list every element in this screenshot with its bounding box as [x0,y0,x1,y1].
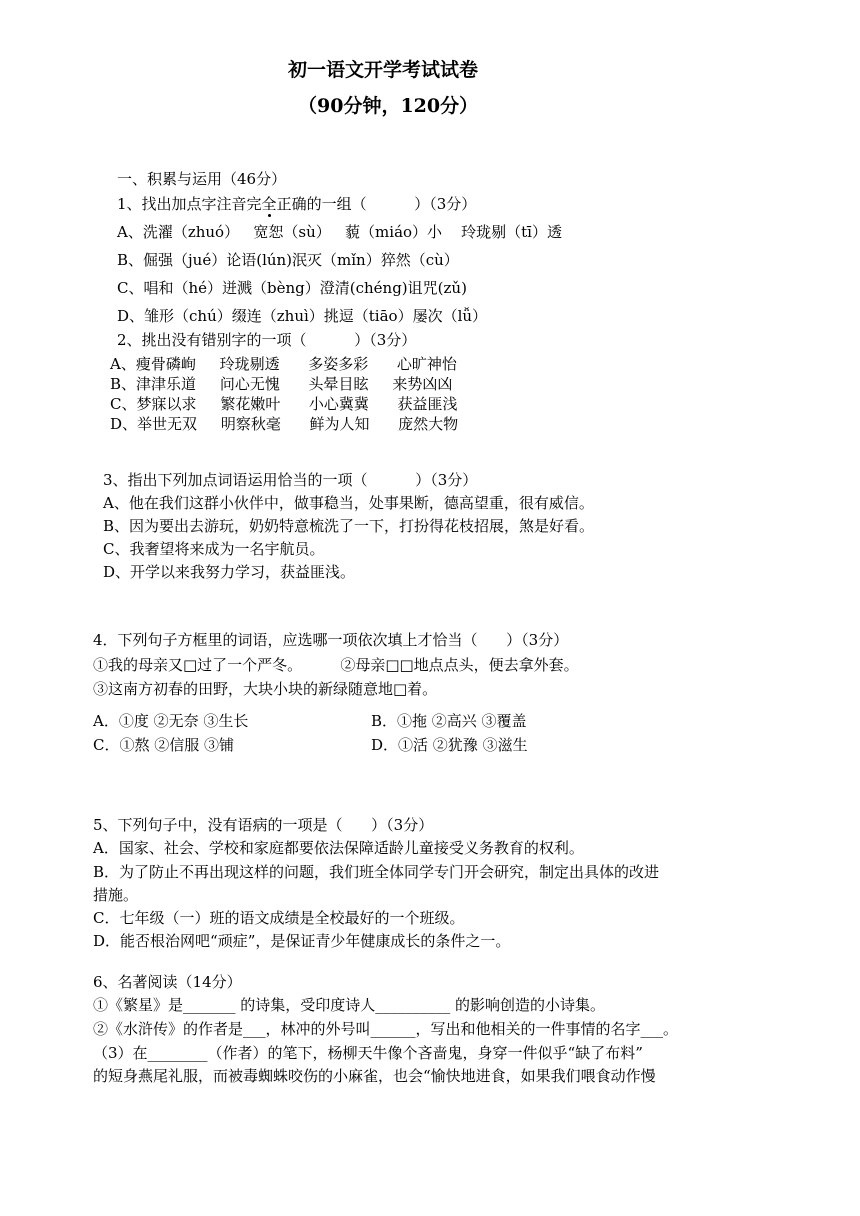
question-2-option-c: C、梦寐以求 繁花嫩叶 小心冀冀 获益匪浅 [110,395,458,413]
question-1-stem-b: 正确的一组（ ）（3分） [276,195,477,213]
question-6-stem: 6、名著阅读（14分） [93,973,242,991]
question-2-stem: 2、挑出没有错别字的一项（ ）（3分） [117,331,417,349]
question-4-option-c: C．①熬 ②信服 ③铺 [93,736,235,754]
emphasized-char: 全 [261,195,277,213]
question-2-option-a: A、瘦骨磷峋 玲珑剔透 多姿多彩 心旷神怡 [110,355,457,373]
exam-title: 初一语文开学考试试卷 [288,59,479,81]
question-4-option-a: A．①度 ②无奈 ③生长 [93,712,249,730]
question-1-stem-a: 1、找出加点字注音完 [117,195,262,213]
question-4-sentence-2: ③这南方初春的田野，大块小块的新绿随意地□着。 [93,680,438,698]
exam-subtitle: （90分钟，120分） [298,95,479,117]
question-1-option-c: C、唱和（hé）迸溅（bèng）澄清(chéng)诅咒(zǔ) [117,279,467,297]
question-6-line-2: ②《水浒传》的作者是___，林冲的外号叫______，写出和他相关的一件事情的名字___。 [93,1020,679,1038]
question-5-option-c: C．七年级（一）班的语文成绩是全校最好的一个班级。 [93,909,465,927]
question-5-option-b-cont: 措施。 [93,886,139,904]
question-3-option-a: A、他在我们这群小伙伴中，做事稳当，处事果断，德高望重，很有威信。 [103,494,594,512]
question-1-option-b: B、倔强（jué）论语(lún)泯灭（mǐn）猝然（cù） [117,251,459,269]
question-3-option-c: C、我奢望将来成为一名宇航员。 [103,540,325,558]
question-6-line-1: ①《繁星》是_______ 的诗集，受印度诗人__________ 的影响创造的小诗集。 [93,996,606,1014]
question-1-option-d: D、雏形（chú）缀连（zhuì）挑逗（tiāo）屡次（lǚ） [117,307,488,325]
question-1-stem [117,194,476,214]
question-4-option-d: D．①活 ②犹豫 ③滋生 [371,736,528,754]
question-3-stem: 3、指出下列加点词语运用恰当的一项（ ）（3分） [103,471,478,489]
question-5-stem: 5、下列句子中，没有语病的一项是（ ）（3分） [93,816,434,834]
question-2-option-b: B、津津乐道 问心无愧 头晕目眩 来势凶凶 [110,375,453,393]
question-4-sentence-1: ①我的母亲又□过了一个严冬。 ②母亲□□地点点头，便去拿外套。 [93,656,579,674]
question-1-option-a: A、洗濯（zhuó） 宽恕（sù） 藐（miáo）小 玲珑剔（tī）透 [117,223,562,241]
section-heading: 一、积累与运用（46分） [117,170,287,188]
question-5-option-a: A．国家、社会、学校和家庭都要依法保障适龄儿童接受义务教育的权利。 [93,839,584,857]
question-6-line-4: 的短身燕尾礼服，而被毒蜘蛛咬伤的小麻雀，也会“愉快地进食，如果我们喂食动作慢 [93,1067,656,1085]
question-4-option-b: B．①拖 ②高兴 ③覆盖 [371,712,527,730]
question-3-option-b: B、因为要出去游玩，奶奶特意梳洗了一下，打扮得花枝招展，煞是好看。 [103,517,595,535]
question-4-stem: 4．下列句子方框里的词语，应选哪一项依次填上才恰当（ ）（3分） [93,631,569,649]
question-5-option-d: D．能否根治网吧“顽症”，是保证青少年健康成长的条件之一。 [93,932,511,950]
question-5-option-b: B．为了防止不再出现这样的问题，我们班全体同学专门开会研究，制定出具体的改进 [93,863,660,881]
question-6-line-3: （3）在________（作者）的笔下，杨柳天牛像个吝啬鬼，身穿一件似乎“缺了布料” [93,1044,643,1062]
question-3-option-d: D、开学以来我努力学习，获益匪浅。 [103,563,356,581]
question-2-option-d: D、举世无双 明察秋毫 鲜为人知 庞然大物 [110,415,459,433]
